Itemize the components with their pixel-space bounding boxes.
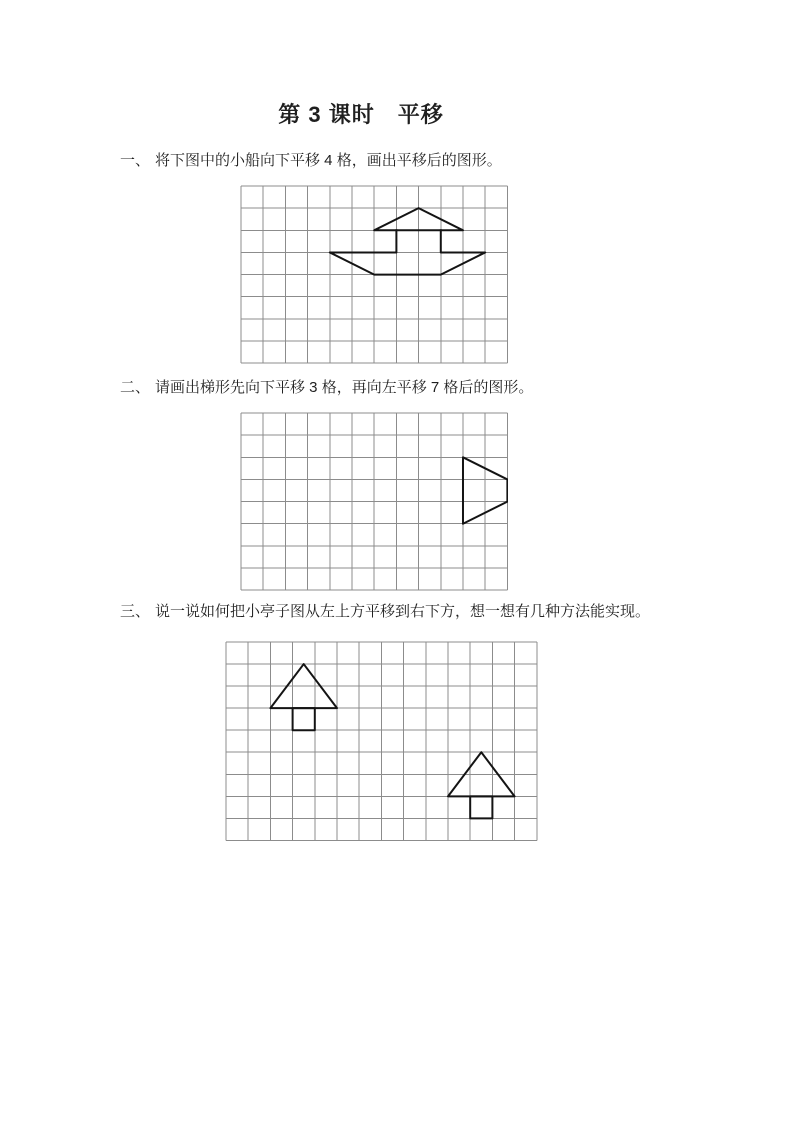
page-title: 第 3 课时 平移 [278, 102, 444, 127]
pavilion-top-left [270, 664, 337, 730]
pavilion-top-left-outline [293, 708, 315, 730]
question-3-number: 三、 [120, 603, 151, 620]
question-1-number: 一、 [120, 152, 151, 169]
pavilion-bottom-right-outline [470, 796, 492, 818]
pavilion-bottom-right [448, 752, 515, 818]
question-1-text: 将下图中的小船向下平移 4 格，画出平移后的图形。 [155, 152, 502, 169]
question-3-text: 说一说如何把小亭子图从左上方平移到右下方，想一想有几种方法能实现。 [155, 603, 651, 620]
question-2 [120, 377, 533, 399]
question-3 [120, 601, 650, 623]
boat-grid [240, 185, 508, 364]
boat-shape [330, 208, 485, 274]
trapezoid-grid [240, 412, 508, 591]
question-1 [120, 150, 502, 172]
pavilion-grid [225, 641, 538, 841]
question-2-text: 请画出梯形先向下平移 3 格，再向左平移 7 格后的图形。 [155, 379, 534, 396]
question-2-number: 二、 [120, 379, 151, 396]
